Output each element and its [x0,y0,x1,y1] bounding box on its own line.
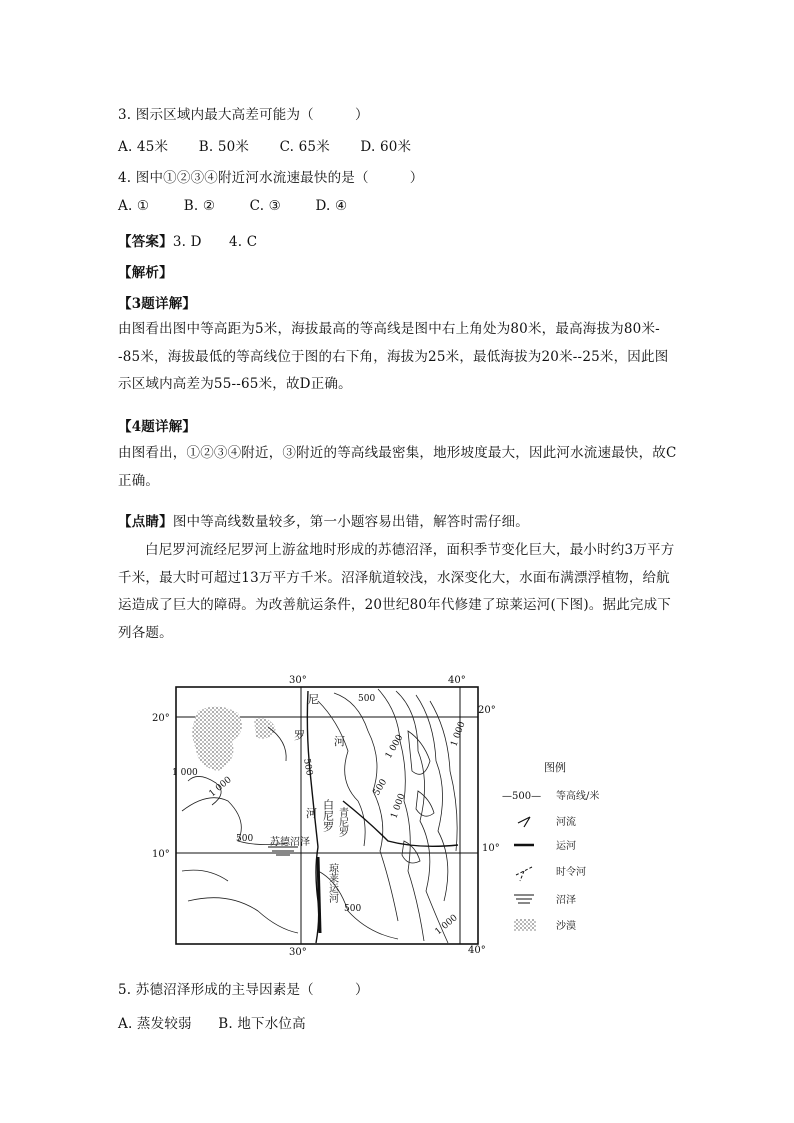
answer-line [118,230,257,250]
legend-seasonal-river-icon [516,867,532,881]
option-b: B. 地下水位高 [218,1016,306,1032]
legend-contour-symbol: —500— [502,791,542,802]
option-a: A. 45米 [118,139,169,155]
tip-line [118,510,529,530]
legend-title: 图例 [544,761,566,774]
place-label: 尼 [308,693,319,706]
analysis-label: 【解析】 [118,265,173,281]
answer-text: 3. D 4. C [172,234,258,250]
place-label: 白尼罗 [321,799,335,832]
contour-label: 500 [344,904,362,914]
contour-label: 500 [358,694,376,704]
legend-seasonal-river-label: 时令河 [556,867,586,878]
answer-label: 【答案】 [118,234,173,250]
tip-text: 图中等高线数量较多，第一小题容易出错，解答时需仔细。 [172,514,530,530]
contour-label: 1 000 [389,792,408,821]
legend-desert-icon [514,919,536,931]
legend-swamp-icon [514,895,534,903]
place-label: 青尼罗 [336,807,348,837]
contour-label: 1 000 [207,775,234,800]
question-5-stem: 5. 苏德沼泽形成的主导因素是（ ） [118,982,369,998]
question-3-options [118,135,437,155]
contour-label: 500 [371,777,390,798]
lat-label-20-right: 20° [478,705,496,716]
lon-label-40-bottom: 40° [468,945,486,956]
q3-detail-label: 【3题详解】 [118,296,197,312]
option-a: A. ① [118,198,150,214]
place-label: 河 [334,735,345,748]
question-5-options [118,1012,332,1032]
lon-label-30-bottom: 30° [289,947,307,958]
q4-detail-label: 【4题详解】 [118,419,197,435]
lon-label-40-top: 40° [448,675,466,686]
contour-label: 1 000 [172,768,198,778]
jonglei-canal [318,857,320,933]
option-a: A. 蒸发较弱 [118,1016,192,1032]
lon-label-30-top: 30° [289,675,307,686]
q4-detail-text: 由图看出，①②③④附近，③附近的等高线最密集，地形坡度最大，因此河水流速最快，故C正确。 [118,445,677,489]
question-4-options [118,198,373,214]
map-legend [502,760,599,932]
legend-swamp-label: 沼泽 [556,895,576,906]
q3-detail-text: 由图看出图中等高距为5米，海拔最高的等高线是图中右上角处为80米，最高海拔为80米--85米，海拔最低的等高线位于图的右下角，海拔为25米，最低海拔为20米--25米，因此图示区域内高差为55--65米，故D正确。 [118,321,669,392]
option-b: B. ② [183,198,216,214]
contour-label: 500 [301,757,314,777]
place-label: 琼莱运河 [326,863,338,903]
legend-canal-label: 运河 [556,841,576,852]
question-3-stem: 3. 图示区域内最大高差可能为（ ） [118,107,369,123]
legend-desert-label: 沙漠 [556,921,576,932]
reading-passage: 白尼罗河流经尼罗河上游盆地时形成的苏德沼泽，面积季节变化巨大，最小时约3万平方千米，最大时可超过13万平方千米。沼泽航道较浅，水深变化大，水面布满漂浮植物，给航运造成了巨大的障碍。为改善航运条件，20世纪80年代修建了琼莱运河(下图)。据此完成下列各题。 [118,542,675,641]
legend-river-icon [518,817,530,827]
option-b: B. 50米 [198,139,250,155]
option-c: C. 65米 [279,139,330,155]
option-d: D. ④ [315,198,348,214]
contour-label: 1 000 [449,720,468,749]
contour-label: 500 [236,834,254,844]
legend-contour-label: 等高线/米 [556,791,600,802]
place-label: 河 [306,807,317,820]
legend-river-label: 河流 [556,817,576,828]
lat-label-10-left: 10° [152,849,170,860]
option-d: D. 60米 [360,139,412,155]
sudd-map-figure [152,671,600,958]
option-c: C. ③ [249,198,281,214]
place-label: 苏德沼泽 [270,837,310,848]
place-label: 罗 [294,729,305,742]
question-4-stem: 4. 图中①②③④附近河水流速最快的是（ ） [118,170,424,186]
lat-label-20-left: 20° [152,713,170,724]
tip-label: 【点睛】 [118,514,173,530]
lat-label-10-right: 10° [482,843,500,854]
contour-label: 1 000 [383,733,406,761]
contour-label: 1 000 [433,913,460,938]
